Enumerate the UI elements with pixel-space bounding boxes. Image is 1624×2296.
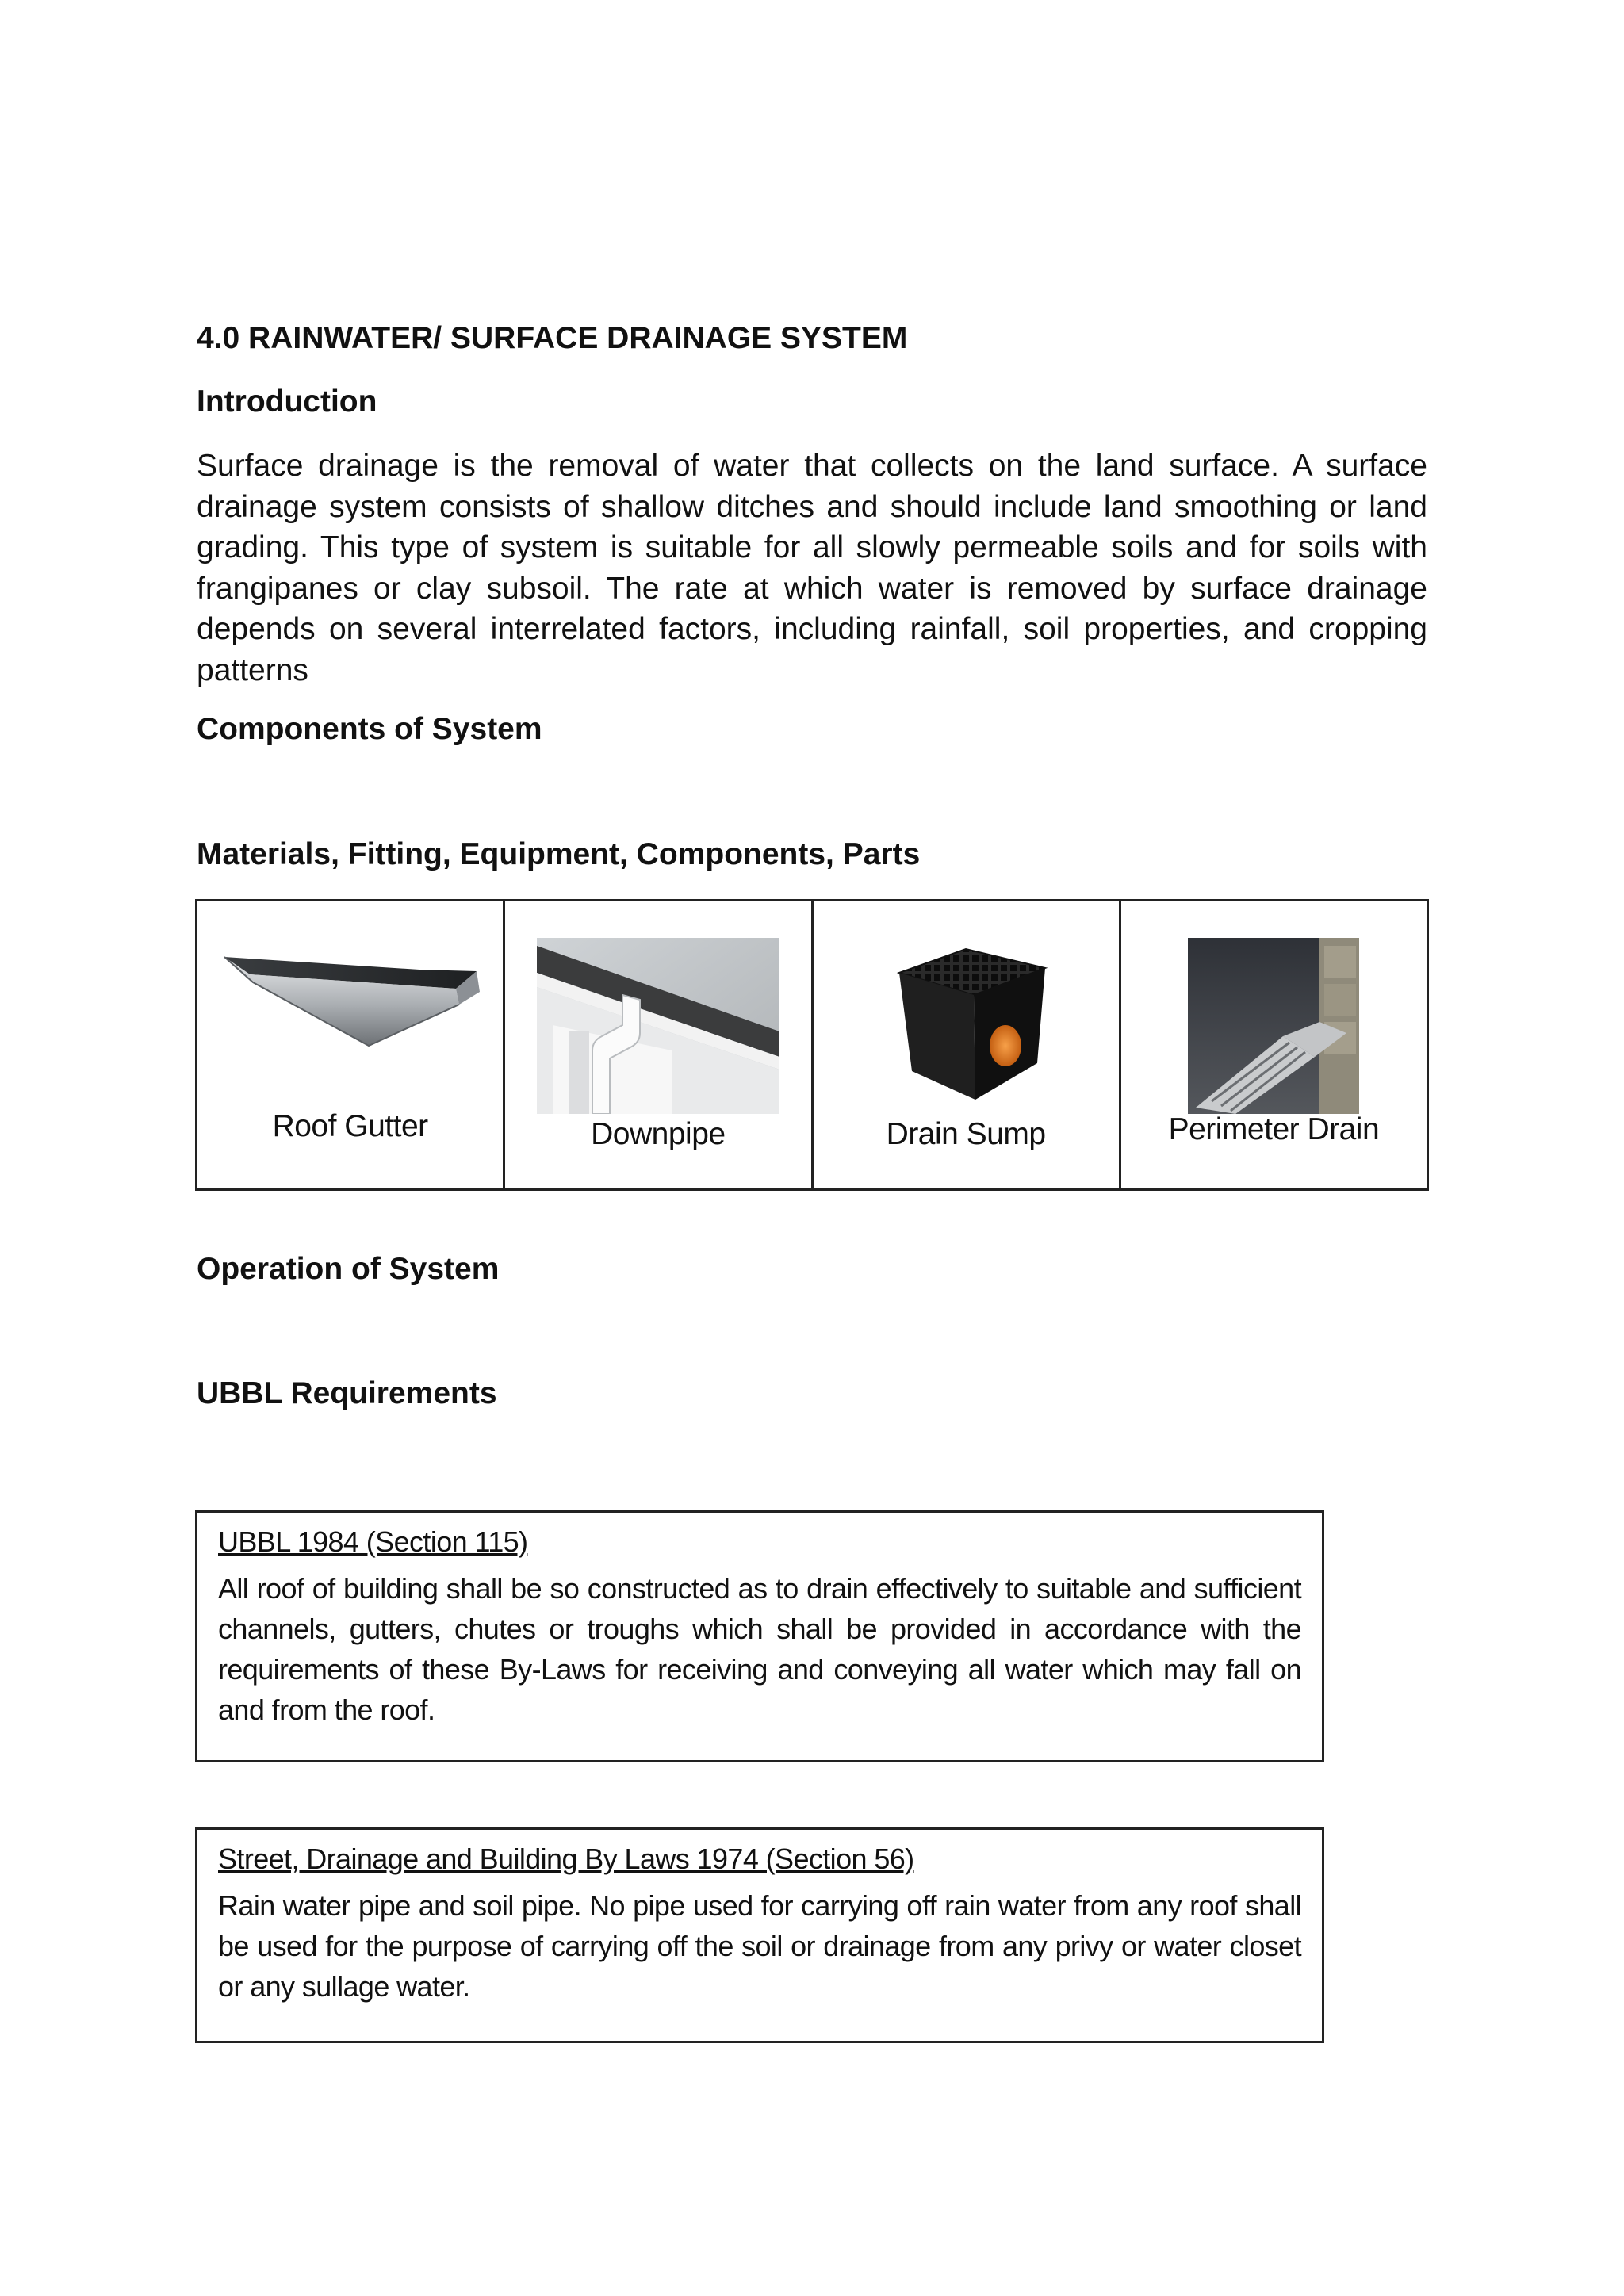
requirement-title: UBBL 1984 (Section 115) — [218, 1525, 528, 1558]
requirement-title: Street, Drainage and Building By Laws 1974 (Section 56) — [218, 1843, 914, 1875]
component-cell-roof-gutter — [197, 901, 505, 1188]
requirement-box-sdbbl-1974 — [195, 1827, 1324, 2043]
component-label: Perimeter Drain — [1168, 1112, 1380, 1146]
operation-heading: Operation of System — [197, 1252, 500, 1286]
requirement-text: All roof of building shall be so constructed as to drain effectively to suitable and sufficient channels, gutters, chutes or troughs which shall be provided in accordance with the requirements of these By-Laws for receiving and conveying all water which may fall on and from the roof. — [218, 1572, 1301, 1726]
components-heading: Components of System — [197, 712, 542, 746]
drain-sump-image — [875, 944, 1058, 1103]
requirement-box-ubbl-1984 — [195, 1510, 1324, 1762]
introduction-heading: Introduction — [197, 385, 377, 419]
roof-gutter-image — [221, 939, 483, 1050]
downpipe-image — [537, 938, 779, 1114]
component-cell-perimeter-drain — [1121, 901, 1427, 1188]
component-label: Downpipe — [591, 1117, 726, 1151]
components-table — [195, 899, 1429, 1191]
perimeter-drain-image — [1188, 938, 1359, 1114]
component-cell-drain-sump — [814, 901, 1121, 1188]
materials-heading: Materials, Fitting, Equipment, Components, Parts — [197, 837, 921, 871]
requirement-text: Rain water pipe and soil pipe. No pipe used for carrying off rain water from any roof shall be used for the purpose of carrying off the soil or drainage from any privy or water closet or any sullage water. — [218, 1889, 1301, 2003]
ubbl-heading: UBBL Requirements — [197, 1376, 497, 1410]
section-title: 4.0 RAINWATER/ SURFACE DRAINAGE SYSTEM — [197, 321, 908, 355]
component-label: Drain Sump — [886, 1117, 1046, 1151]
component-label: Roof Gutter — [272, 1109, 428, 1143]
introduction-paragraph: Surface drainage is the removal of water that collects on the land surface. A surface drainage system consists of shallow ditches and should include land smoothing or land grading. This type of system is suitable for all slowly permeable soils and for soils with frangipanes or clay subsoil. The rate at which water is removed by surface drainage depends on several interrelated factors, including rainfall, soil properties, and cropping patterns — [197, 449, 1427, 687]
component-cell-downpipe — [505, 901, 813, 1188]
